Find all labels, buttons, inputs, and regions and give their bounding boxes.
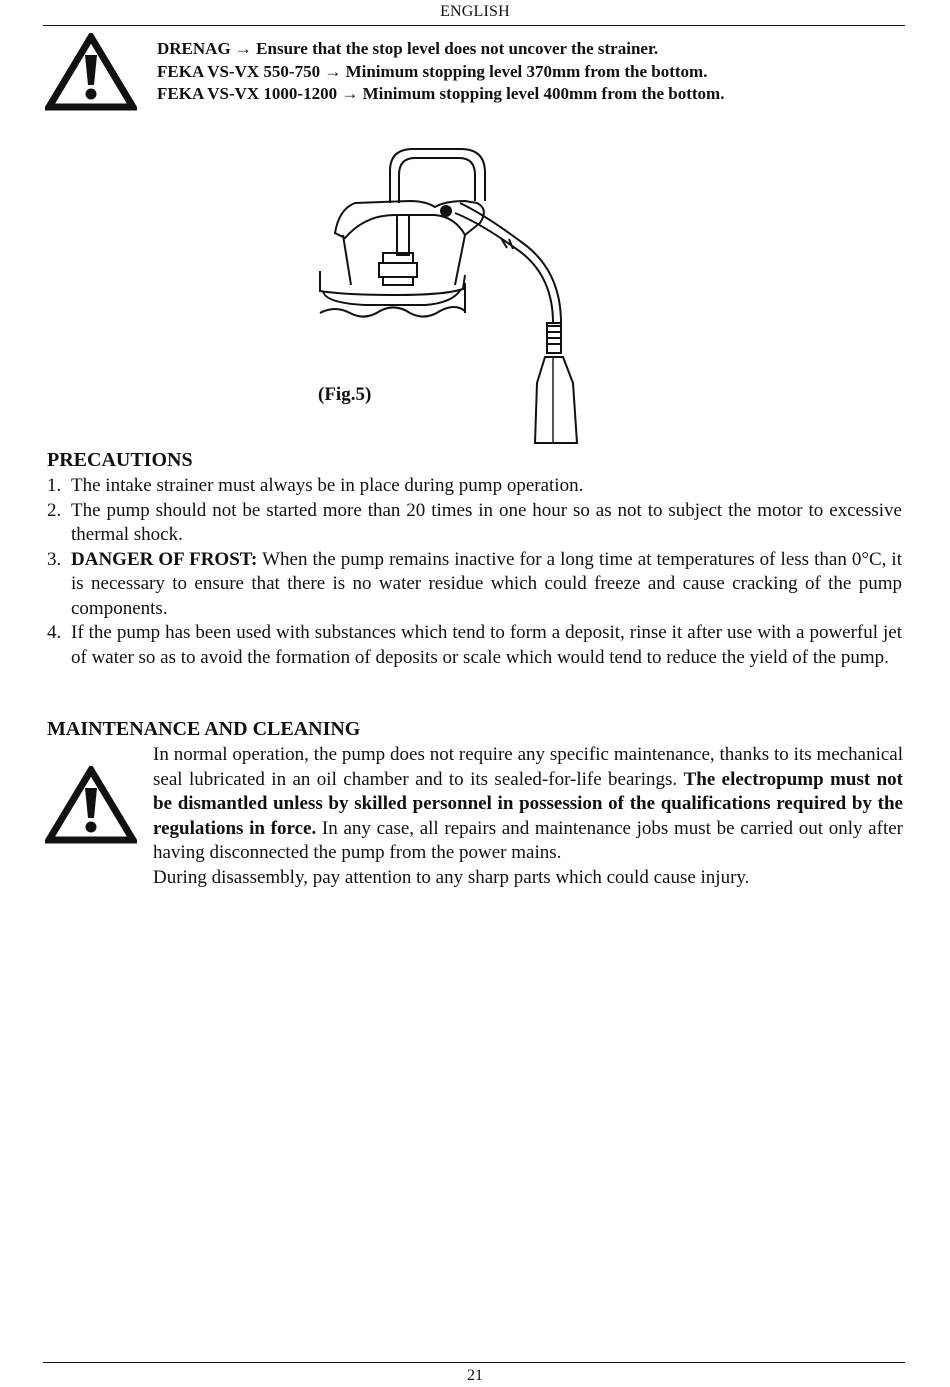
list-item bbox=[47, 548, 902, 622]
list-item bbox=[47, 621, 902, 670]
maintenance-text-end: In any case, all repairs and maintenance jobs must be carried out only after having disconnected the pump from the power mains. bbox=[153, 817, 903, 863]
warning-line-feka-550-750: FEKA VS-VX 550-750 → Minimum stopping level 370mm from the bottom. bbox=[157, 61, 708, 81]
list-item bbox=[47, 499, 902, 548]
warning-line-drenag: DRENAG → Ensure that the stop level does not uncover the strainer. bbox=[157, 39, 659, 58]
warning-triangle-icon bbox=[45, 33, 137, 111]
list-item-text: If the pump has been used with substances which tend to form a deposit, rinse it after use with a powerful jet of water so as to avoid the formation of deposits or scale which would tend to reduce the yield of the pump. bbox=[71, 622, 902, 668]
disassembly-paragraph: During disassembly, pay attention to any sharp parts which could cause injury. bbox=[153, 866, 750, 888]
maintenance-text-intro: In normal operation, the pump does not require any specific maintenance, thanks to its mechanical seal lubricated in an oil chamber and to its sealed-for-life bearings. bbox=[153, 744, 903, 790]
maintenance-title: MAINTENANCE AND CLEANING bbox=[47, 718, 361, 740]
float-switch bbox=[535, 357, 577, 443]
list-item-text: When the pump remains inactive for a long time at temperatures of less than 0°C, it is necessary to ensure that there is no water residue which could freeze and cause cracking of the pump components. bbox=[71, 548, 902, 619]
warning-triangle-icon bbox=[45, 766, 137, 844]
list-item-number: 1. bbox=[47, 475, 62, 496]
maintenance-paragraph bbox=[153, 743, 903, 866]
warning-notice bbox=[157, 38, 917, 106]
precautions-list bbox=[47, 474, 902, 670]
list-item-number: 3. bbox=[47, 548, 62, 570]
figure-caption: (Fig.5) bbox=[318, 384, 372, 405]
pump-base bbox=[323, 289, 461, 305]
pump-float-switch-figure bbox=[315, 143, 585, 458]
page-number: 21 bbox=[467, 1367, 483, 1384]
list-item-text: The intake strainer must always be in place during pump operation. bbox=[71, 475, 584, 496]
maintenance-body bbox=[153, 743, 903, 890]
frost-danger-label: DANGER OF FROST: bbox=[71, 548, 258, 570]
maintenance-warning-bold: The electropump must not be dismantled unless by skilled personnel in possession of the qualifications required by the regulations in force. bbox=[153, 768, 903, 839]
header-rule bbox=[43, 25, 905, 26]
warning-line-feka-1000-1200: FEKA VS-VX 1000-1200 → Minimum stopping level 400mm from the bottom. bbox=[157, 84, 725, 103]
precautions-title: PRECAUTIONS bbox=[47, 449, 193, 471]
list-item bbox=[47, 474, 902, 499]
page-header-language: ENGLISH bbox=[440, 3, 510, 20]
list-item-number: 4. bbox=[47, 622, 62, 643]
footer-rule bbox=[43, 1362, 905, 1363]
list-item-number: 2. bbox=[47, 499, 62, 521]
list-item-text: The pump should not be started more than 20 times in one hour so as not to subject the motor to excessive thermal shock. bbox=[71, 499, 902, 545]
